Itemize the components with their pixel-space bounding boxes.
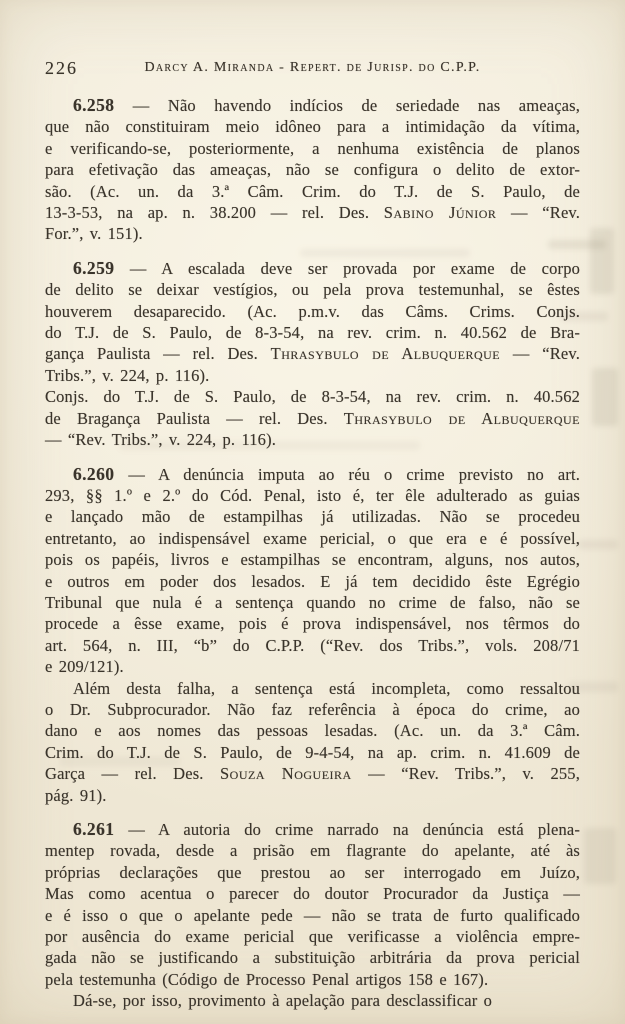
text-line: 13-3-53, na ap. n. 38.200 — rel. Des. Sabino Júnior — “Rev. — [45, 203, 581, 223]
text-line: e outros em poder dos lesados. E já tem decidido êste Egrégio — [45, 571, 580, 591]
text-line: e 209/121). — [45, 657, 124, 677]
entry-6.260 — [45, 464, 580, 678]
text-line: e verificando-se, posteriormente, a nenhuma existência de planos — [45, 138, 580, 158]
entry-6.261-continuation — [45, 990, 580, 1011]
text-block — [45, 95, 580, 1012]
text-line: mentep rovada, desde a prisão em flagrante do apelante, até às — [45, 841, 580, 861]
text-line: entretanto, ao indispensável exame pericial, o que era e é possível, — [45, 528, 580, 548]
text-line: Além desta falha, a sentença está incompleta, como ressaltou — [73, 678, 580, 698]
text-line: Mas como acentua o parecer do doutor Procurador da Justiça — — [45, 884, 580, 904]
text-line: o Dr. Subprocurador. Não faz referência à época do crime, ao — [45, 699, 580, 719]
text-line: dano e aos nomes das pessoas lesadas. (Ac. un. da 3.ª Câm. — [45, 721, 580, 741]
bleedthrough-mark — [584, 828, 616, 884]
text-line: — “Rev. Tribs.”, v. 224, p. 116). — [45, 430, 276, 450]
text-line: art. 564, n. III, “b” do C.P.P. (“Rev. dos Tribs.”, vols. 208/71 — [45, 635, 580, 655]
text-line: que não constituiram meio idôneo para a intimidação da vítima, — [45, 117, 580, 137]
text-line: Crim. do T.J. de S. Paulo, de 9-4-54, na ap. crim. n. 41.609 de — [45, 742, 580, 762]
entry-6.259-repeated-citation — [45, 386, 580, 450]
text-line: e lançado mão de estampilhas já utilizadas. Não se procedeu — [45, 507, 580, 527]
entry-6.258 — [45, 95, 580, 245]
running-title: Darcy A. Miranda - Repert. de Jurisp. do C.P.P. — [144, 60, 481, 75]
text-line: para efetivação das ameaças, não se configura o delito de extor- — [45, 160, 580, 180]
page-number: 226 — [45, 58, 78, 78]
text-line: gada não se justificando a substituição arbitrária da prova pericial — [45, 948, 580, 968]
text-line: 6.259 — A escalada deve ser provada por exame de corpo — [73, 257, 580, 278]
bleedthrough-mark — [578, 540, 618, 549]
text-line: 293, §§ 1.º e 2.º do Cód. Penal, isto é, ter êle adulterado as guias — [45, 485, 580, 505]
text-line: gança Paulista — rel. Des. Thrasybulo de Albuquerque — “Rev. — [45, 344, 580, 364]
bleedthrough-mark — [590, 228, 614, 294]
text-line: 6.260 — A denúncia imputa ao réu o crime previsto no art. — [73, 463, 580, 484]
text-line: procede a êsse exame, pois é prova indispensável, nos têrmos do — [45, 614, 580, 634]
text-line: Dá-se, por isso, provimento à apelação para desclassificar o — [73, 991, 493, 1011]
text-line: de delito se deixar vestígios, ou pela prova testemunhal, se êstes — [45, 280, 580, 300]
text-line: e é isso o que o apelante pede — não se trata de furto qualificado — [45, 905, 580, 925]
text-line: 6.258 — Não havendo indícios de seriedade nas ameaças, — [73, 95, 580, 115]
text-line: são. (Ac. un. da 3.ª Câm. Crim. do T.J. de S. Paulo, de — [45, 181, 580, 201]
text-line: pela testemunha (Código de Processo Penal artigos 158 e 167). — [45, 969, 489, 989]
text-line: houverem desaparecido. (Ac. p.m.v. das Câms. Crims. Conjs. — [45, 301, 580, 321]
entry-6.259 — [45, 258, 580, 386]
entry-6.260-continuation — [45, 678, 580, 806]
text-line: pois os papéis, livros e estampilhas se encontram, alguns, nos autos, — [45, 550, 580, 570]
text-line: Tribunal que nula é a sentença quando no crime de falso, não se — [45, 592, 580, 612]
text-line: de Bragança Paulista — rel. Des. Thrasybulo de Albuquerque — [45, 408, 580, 428]
text-line: pág. 91). — [45, 785, 107, 805]
text-line: Garça — rel. Des. Souza Nogueira — “Rev. Tribs.”, v. 255, — [45, 764, 580, 784]
text-line: 6.261 — A autoria do crime narrado na denúncia está plena- — [73, 819, 580, 839]
bleedthrough-mark — [592, 368, 618, 426]
text-line: Tribs.”, v. 224, p. 116). — [45, 365, 210, 385]
entry-6.261 — [45, 819, 580, 990]
running-header — [45, 58, 580, 80]
text-line: por ausência do exame pericial que verificasse a violência empre- — [45, 927, 580, 947]
text-line: do T.J. de S. Paulo, de 8-3-54, na rev. crim. n. 40.562 de Bra- — [45, 323, 580, 343]
text-line: próprias declarações que prestou ao ser interrogado em Juízo, — [45, 862, 580, 882]
text-line: For.”, v. 151). — [45, 224, 143, 244]
text-line: Conjs. do T.J. de S. Paulo, de 8-3-54, na rev. crim. n. 40.562 — [45, 387, 580, 407]
